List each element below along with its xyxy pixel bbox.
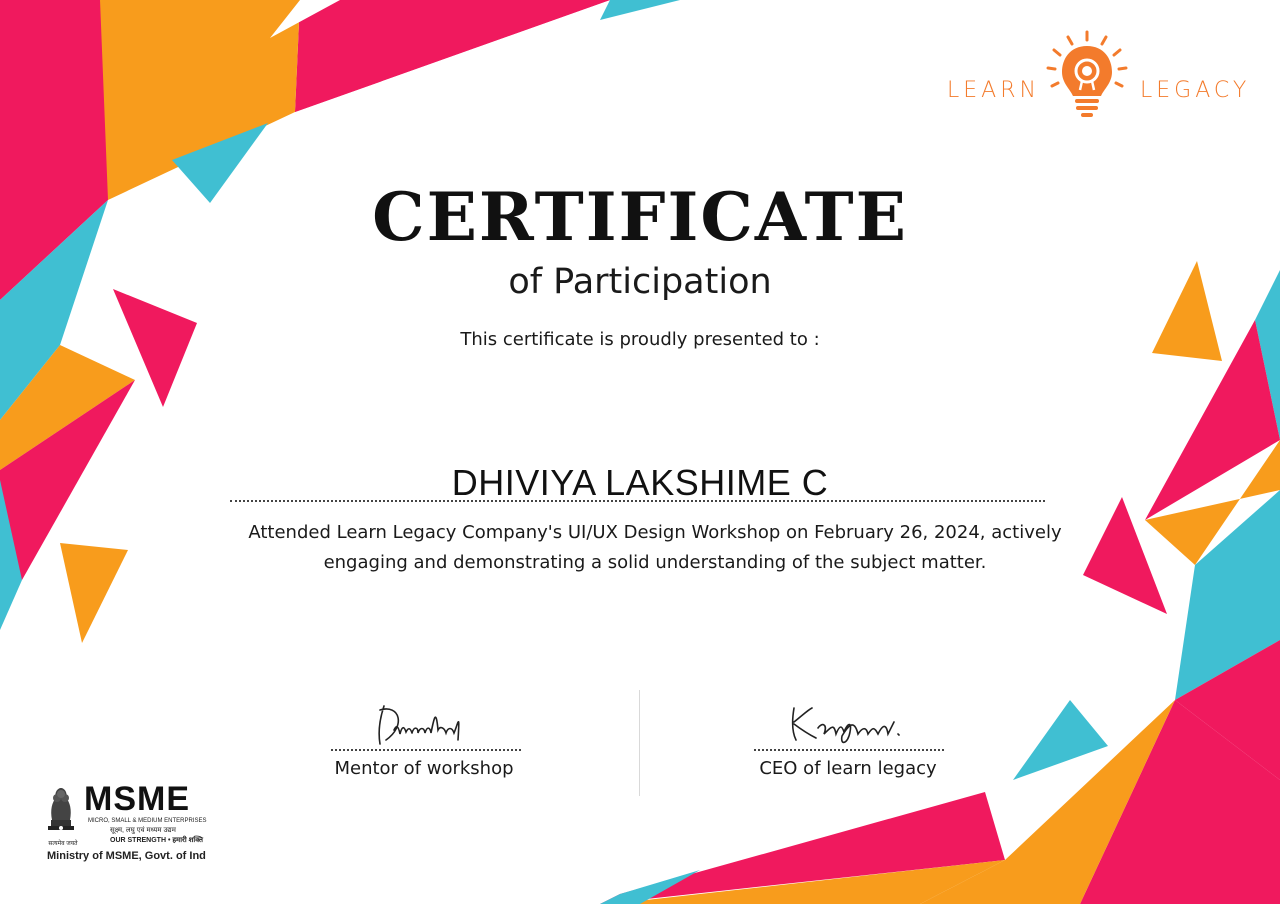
msme-wordmark: MSME bbox=[84, 780, 190, 818]
emblem-motto: सत्यमेव जयते bbox=[48, 841, 78, 847]
national-emblem-icon bbox=[42, 782, 80, 842]
shape-cyan-sliver bbox=[600, 0, 680, 20]
signature-line-ceo bbox=[754, 749, 944, 751]
signature-role-ceo: CEO of learn legacy bbox=[759, 758, 937, 779]
signature-mentor bbox=[360, 700, 500, 750]
msme-strength: OUR STRENGTH • हमारी शक्ति bbox=[110, 837, 203, 844]
shape-pink-top-right bbox=[295, 0, 610, 112]
shape-orange-triangle-small bbox=[60, 543, 128, 643]
signature-role-mentor: Mentor of workshop bbox=[334, 758, 514, 779]
certificate-subtitle: of Participation bbox=[508, 262, 772, 302]
certificate-description: Attended Learn Legacy Company's UI/UX Design Workshop on February 26, 2024, actively engaging and demonstrating a solid understanding of the subject matter. bbox=[248, 522, 1062, 573]
lightbulb-icon bbox=[1040, 28, 1134, 128]
name-underline bbox=[230, 500, 1045, 502]
shape-cyan-triangle-bottom bbox=[1013, 700, 1108, 780]
msme-tagline-english: MICRO, SMALL & MEDIUM ENTERPRISES bbox=[88, 818, 207, 824]
shape-pink-triangle-right bbox=[1083, 497, 1167, 614]
certificate-title: CERTIFICATE bbox=[372, 178, 908, 256]
brand-left-word: LEARN bbox=[947, 78, 1040, 103]
msme-tagline-hindi: सूक्ष्म, लघु एवं मध्यम उद्यम bbox=[110, 827, 176, 834]
brand-right-word: LEGACY bbox=[1140, 78, 1251, 103]
signature-ceo bbox=[782, 700, 922, 750]
recipient-name: DHIVIYA LAKSHIME C bbox=[451, 462, 829, 503]
presented-to-text: This certificate is proudly presented to : bbox=[460, 329, 820, 350]
msme-caption: Ministry of MSME, Govt. of Ind bbox=[47, 850, 206, 862]
signature-divider bbox=[639, 690, 640, 796]
signature-line-mentor bbox=[331, 749, 521, 751]
